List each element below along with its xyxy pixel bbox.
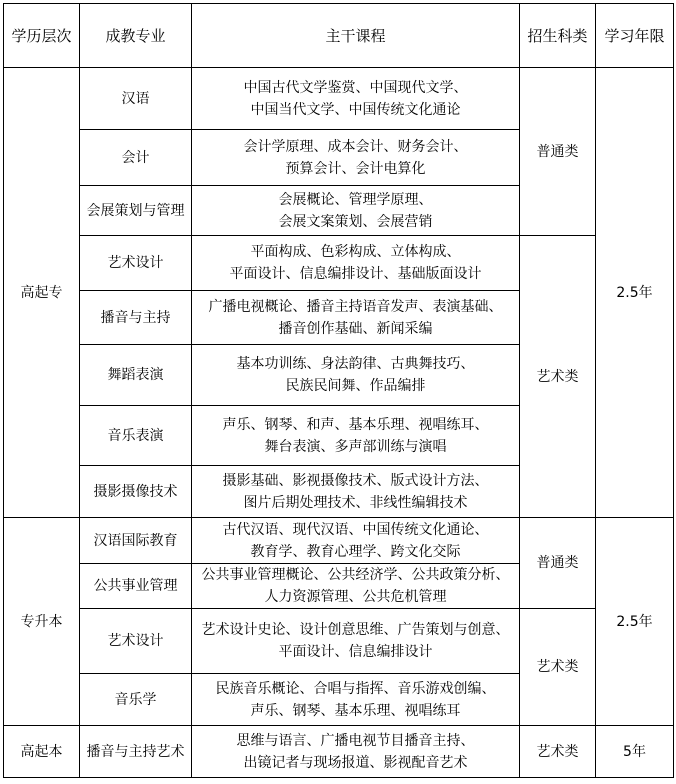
major-cell: 音乐表演 xyxy=(80,406,192,466)
level-cell: 高起本 xyxy=(4,726,80,778)
course-line: 公共事业管理概论、公共经济学、公共政策分析、 xyxy=(201,567,510,583)
course-line: 古代汉语、现代汉语、中国传统文化通论、 xyxy=(222,521,489,538)
courses-cell xyxy=(192,406,520,466)
course-line: 声乐、钢琴、基本乐理、视唱练耳 xyxy=(250,702,461,719)
category-cell: 普通类 xyxy=(520,518,596,609)
category-cell: 艺术类 xyxy=(520,726,596,778)
major-cell: 会计 xyxy=(80,130,192,186)
course-line: 会展文案策划、会展营销 xyxy=(278,213,433,230)
course-line: 民族民间舞、作品编排 xyxy=(285,378,426,394)
major-cell: 舞蹈表演 xyxy=(80,345,192,406)
courses-cell xyxy=(192,726,520,778)
course-line: 会展概论、管理学原理、 xyxy=(278,191,433,208)
courses-cell xyxy=(192,291,520,345)
duration-cell: 2.5年 xyxy=(596,518,674,726)
course-line: 平面构成、色彩构成、立体构成、 xyxy=(250,244,461,260)
table-row xyxy=(4,609,674,674)
courses-cell xyxy=(192,674,520,726)
header-courses: 主干课程 xyxy=(192,4,520,68)
courses-cell xyxy=(192,68,520,130)
category-cell: 艺术类 xyxy=(520,236,596,518)
major-cell: 会展策划与管理 xyxy=(80,186,192,236)
header-category: 招生科类 xyxy=(520,4,596,68)
course-line: 会计学原理、成本会计、财务会计、 xyxy=(243,138,468,155)
level-cell: 专升本 xyxy=(4,518,80,726)
courses-cell xyxy=(192,564,520,609)
course-line: 声乐、钢琴、和声、基本乐理、视唱练耳、 xyxy=(222,416,489,433)
duration-cell: 2.5年 xyxy=(596,68,674,518)
course-line: 摄影基础、影视摄像技术、版式设计方法、 xyxy=(222,472,489,489)
duration-cell: 5年 xyxy=(596,726,674,778)
major-cell: 播音与主持艺术 xyxy=(80,726,192,778)
major-cell: 摄影摄像技术 xyxy=(80,466,192,518)
major-cell: 艺术设计 xyxy=(80,609,192,674)
course-line: 艺术设计史论、设计创意思维、广告策划与创意、 xyxy=(201,622,510,638)
major-cell: 播音与主持 xyxy=(80,291,192,345)
major-cell: 音乐学 xyxy=(80,674,192,726)
course-line: 播音创作基础、新闻采编 xyxy=(278,320,433,337)
category-cell: 普通类 xyxy=(520,68,596,236)
course-line: 平面设计、信息编排设计 xyxy=(278,644,433,660)
course-line: 中国古代文学鉴赏、中国现代文学、 xyxy=(243,79,468,96)
table-row xyxy=(4,518,674,564)
category-cell: 艺术类 xyxy=(520,609,596,726)
courses-cell xyxy=(192,609,520,674)
header-level: 学历层次 xyxy=(4,4,80,68)
course-line: 教育学、教育心理学、跨文化交际 xyxy=(250,543,461,560)
level-cell: 高起专 xyxy=(4,68,80,518)
courses-cell xyxy=(192,518,520,564)
major-cell: 艺术设计 xyxy=(80,236,192,291)
courses-cell xyxy=(192,186,520,236)
header-row xyxy=(4,4,674,68)
header-major: 成教专业 xyxy=(80,4,192,68)
course-line: 出镜记者与现场报道、影视配音艺术 xyxy=(243,754,468,771)
course-line: 思维与语言、广播电视节目播音主持、 xyxy=(236,732,475,749)
course-line: 人力资源管理、公共危机管理 xyxy=(264,589,447,605)
table-row xyxy=(4,726,674,778)
course-line: 基本功训练、身法韵律、古典舞技巧、 xyxy=(236,356,475,372)
course-line: 舞台表演、多声部训练与演唱 xyxy=(264,438,447,455)
course-line: 图片后期处理技术、非线性编辑技术 xyxy=(243,494,468,511)
curriculum-table xyxy=(3,3,674,778)
header-duration: 学习年限 xyxy=(596,4,674,68)
major-cell: 公共事业管理 xyxy=(80,564,192,609)
course-line: 民族音乐概论、合唱与指挥、音乐游戏创编、 xyxy=(215,680,496,697)
course-line: 广播电视概论、播音主持语音发声、表演基础、 xyxy=(208,298,503,315)
courses-cell xyxy=(192,345,520,406)
course-line: 平面设计、信息编排设计、基础版面设计 xyxy=(229,266,482,282)
table-row xyxy=(4,68,674,130)
major-cell: 汉语 xyxy=(80,68,192,130)
courses-cell xyxy=(192,130,520,186)
course-line: 预算会计、会计电算化 xyxy=(285,160,426,177)
courses-cell xyxy=(192,236,520,291)
course-line: 中国当代文学、中国传统文化通论 xyxy=(250,101,461,118)
courses-cell xyxy=(192,466,520,518)
table-row xyxy=(4,236,674,291)
major-cell: 汉语国际教育 xyxy=(80,518,192,564)
